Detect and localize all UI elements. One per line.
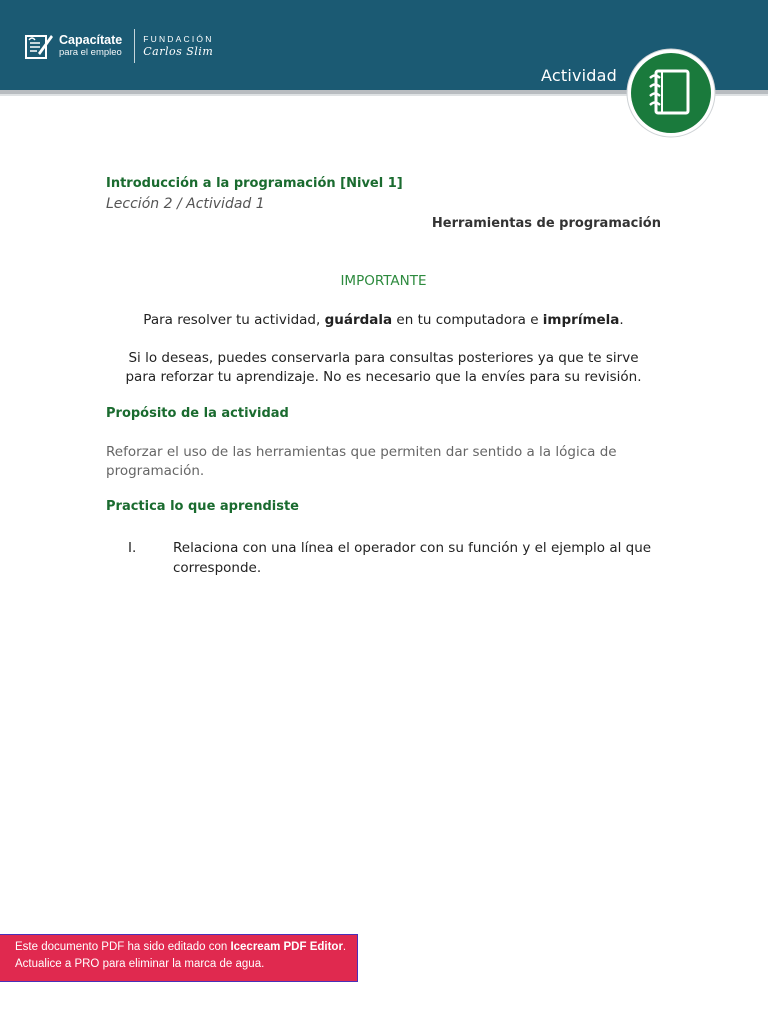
- watermark-prefix: Este documento PDF ha sido editado con: [15, 941, 231, 953]
- purpose-text: Reforzar el uso de las herramientas que permiten dar sentido a la lógica de programación.: [106, 444, 617, 479]
- foundation-name: Carlos Slim: [143, 45, 214, 58]
- capacitate-logo: [24, 28, 214, 64]
- course-title: Introducción a la programación [Nivel 1]: [106, 176, 403, 191]
- keep-note-line2: para reforzar tu aprendizaje. No es necesario que la envíes para su revisión.: [125, 369, 642, 385]
- watermark-line1: [15, 939, 357, 956]
- foundation-logo: [143, 34, 213, 58]
- lesson-label: Lección 2 / Actividad 1: [106, 196, 265, 212]
- list-item-number: I.: [128, 540, 137, 556]
- logo-subtitle: para el empleo: [59, 47, 122, 58]
- practice-heading: Practica lo que aprendiste: [106, 499, 300, 514]
- topic-title: Herramientas de programación: [431, 216, 661, 231]
- watermark-product: Icecream PDF Editor: [230, 941, 343, 953]
- save-emphasis: guárdala: [324, 312, 393, 328]
- activity-label: Actividad: [540, 66, 617, 85]
- keep-note-line1: Si lo deseas, puedes conservarla para consultas posteriores ya que te sirve: [128, 350, 639, 366]
- resolve-suffix: .: [619, 312, 624, 328]
- resolve-mid: en tu computadora e: [392, 312, 543, 328]
- notebook-icon: [626, 48, 716, 138]
- logo-divider: [134, 29, 135, 63]
- important-label: IMPORTANTE: [340, 273, 427, 289]
- resolve-instruction: [106, 311, 661, 330]
- capacitate-logo-icon: [24, 31, 54, 61]
- watermark-suffix: .: [342, 941, 347, 953]
- watermark-banner[interactable]: [0, 934, 358, 982]
- watermark-line2: Actualice a PRO para eliminar la marca de agua.: [15, 958, 265, 970]
- purpose-heading: Propósito de la actividad: [106, 406, 289, 421]
- list-item-text: Relaciona con una línea el operador con su función y el ejemplo al que corresponde.: [173, 540, 652, 576]
- logo-name: Capacítate: [59, 33, 123, 47]
- list-item: [128, 538, 658, 578]
- resolve-prefix: Para resolver tu actividad,: [143, 312, 325, 328]
- keep-note: [106, 349, 661, 387]
- print-emphasis: imprímela: [542, 312, 620, 328]
- foundation-label: FUNDACIÓN: [143, 34, 214, 44]
